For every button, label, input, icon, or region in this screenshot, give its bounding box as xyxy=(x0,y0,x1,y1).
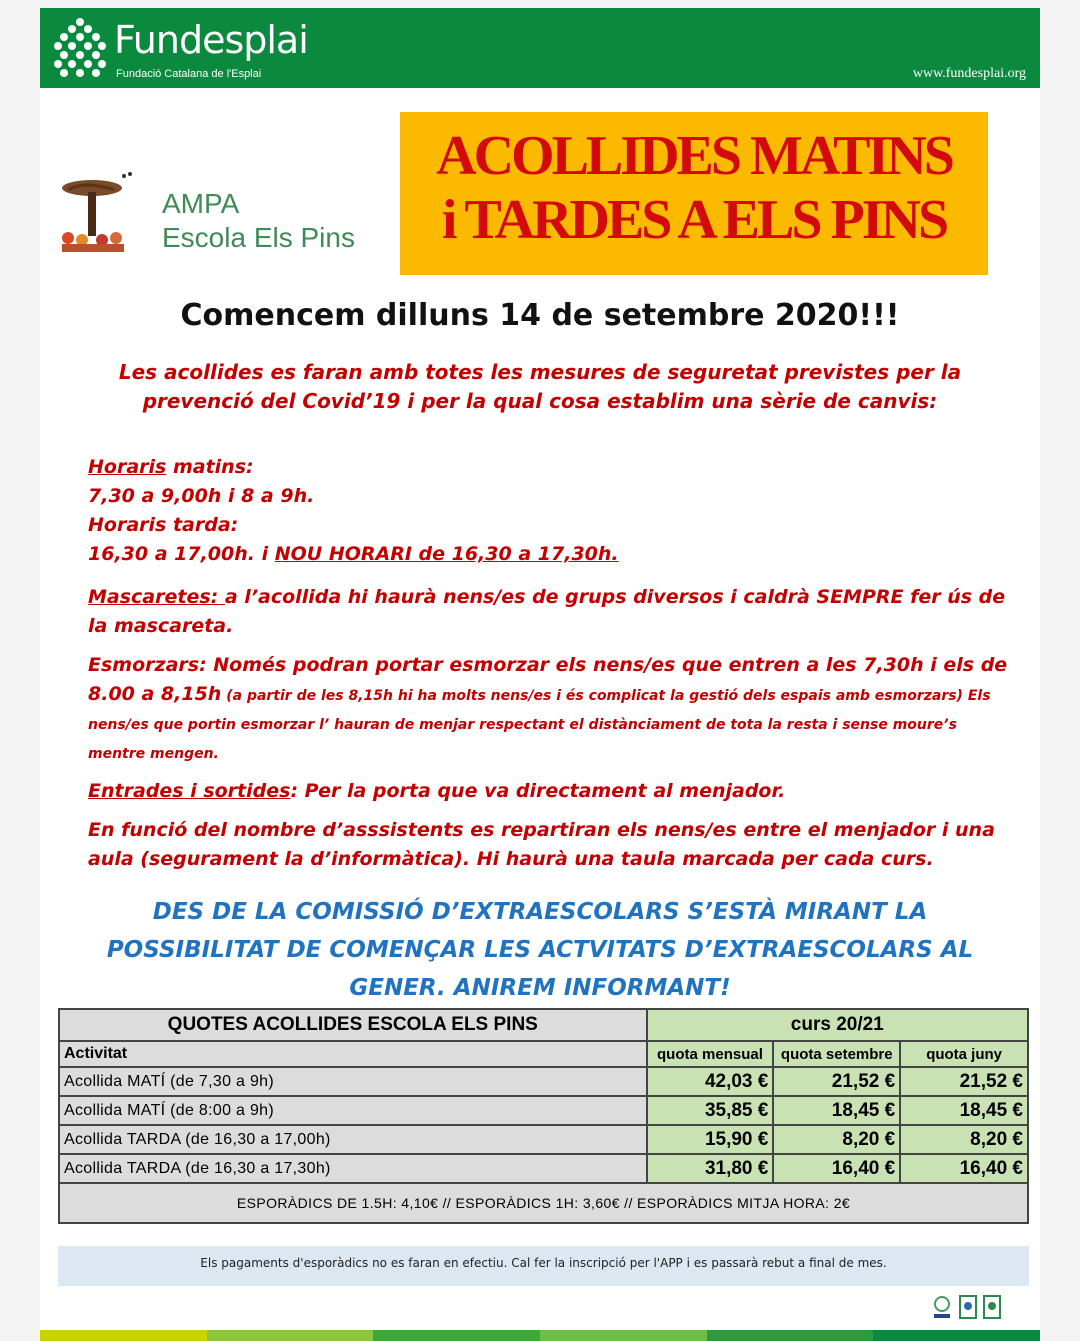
title-banner xyxy=(400,112,988,275)
morning-schedule-heading xyxy=(88,453,1008,482)
entrances-text: : Per la porta que va directament al menjador. xyxy=(290,780,786,802)
certification-badges-icon xyxy=(928,1292,1008,1324)
activity-name: Acollida MATÍ (de 7,30 a 9h) xyxy=(59,1067,647,1096)
strip-segment xyxy=(873,1330,1040,1341)
banner-line-2: i TARDES A ELS PINS xyxy=(441,189,947,251)
website-link[interactable]: www.fundesplai.org xyxy=(912,66,1026,81)
table-row xyxy=(59,1067,1028,1096)
afternoon-times-text: 16,30 a 17,00h. i xyxy=(88,543,275,565)
table-row xyxy=(59,1096,1028,1125)
september-fee: 16,40 € xyxy=(773,1154,900,1183)
start-date-headline: Comencem dilluns 14 de setembre 2020!!! xyxy=(180,298,900,333)
fundesplai-tree-logo-icon xyxy=(50,14,110,84)
brand-name: Fundesplai xyxy=(114,18,308,62)
june-fee: 18,45 € xyxy=(900,1096,1028,1125)
table-row xyxy=(59,1125,1028,1154)
sporadic-row xyxy=(59,1183,1028,1223)
monthly-fee: 15,90 € xyxy=(647,1125,774,1154)
june-column-header: quota juny xyxy=(900,1041,1028,1067)
june-fee: 8,20 € xyxy=(900,1125,1028,1154)
fees-title-row xyxy=(59,1009,1028,1041)
footer-color-strip xyxy=(40,1330,1040,1341)
distribution-paragraph: En funció del nombre d’asssistents es repartiran els nens/es entre el menjador i una aula (segurament la d’informàtica). Hi haurà una taula marcada per cada curs. xyxy=(88,819,995,870)
strip-segment xyxy=(707,1330,874,1341)
extracurricular-note: DES DE LA COMISSIÓ D’EXTRAESCOLARS S’ESTÀ MIRANT LA POSSIBILITAT DE COMENÇAR LES ACTVITATS D’EXTRAESCOLARS AL GENER. ANIREM INFORMANT! xyxy=(106,899,974,1001)
info-section xyxy=(88,453,1008,884)
fees-table-title: QUOTES ACOLLIDES ESCOLA ELS PINS xyxy=(59,1009,647,1041)
schedule-morning-label: matins: xyxy=(166,456,254,478)
september-fee: 21,52 € xyxy=(773,1067,900,1096)
table-row xyxy=(59,1154,1028,1183)
june-fee: 16,40 € xyxy=(900,1154,1028,1183)
activity-name: Acollida TARDA (de 16,30 a 17,00h) xyxy=(59,1125,647,1154)
sporadic-fees: ESPORÀDICS DE 1.5H: 4,10€ // ESPORÀDICS 1H: 3,60€ // ESPORÀDICS MITJA HORA: 2€ xyxy=(59,1183,1028,1223)
afternoon-times xyxy=(88,540,1008,569)
september-fee: 8,20 € xyxy=(773,1125,900,1154)
activity-column-header: Activitat xyxy=(59,1041,647,1067)
payments-note: Els pagaments d'esporàdics no es faran en efectiu. Cal fer la inscripció per l'APP i es passarà rebut a final de mes. xyxy=(58,1246,1029,1286)
brand-tagline: Fundació Catalana de l'Esplai xyxy=(116,68,262,80)
covid-intro: Les acollides es faran amb totes les mesures de seguretat previstes per la prevenció del Covid’19 i per la qual cosa establim una sèrie de canvis: xyxy=(118,360,962,413)
breakfast-main: Esmorzars: Només podran portar esmorzar els nens/es que entren a les 7,30h i els de 8.00 a 8,15h xyxy=(88,654,1008,705)
afternoon-schedule-heading: Horaris tarda: xyxy=(88,514,239,536)
ampa-logo xyxy=(54,168,384,268)
fundesplai-header xyxy=(40,8,1040,88)
ampa-title: AMPA xyxy=(162,188,240,219)
breakfast-paragraph xyxy=(88,651,1008,767)
strip-segment xyxy=(40,1330,207,1341)
monthly-fee: 31,80 € xyxy=(647,1154,774,1183)
september-fee: 18,45 € xyxy=(773,1096,900,1125)
morning-times: 7,30 a 9,00h i 8 a 9h. xyxy=(88,485,315,507)
september-column-header: quota setembre xyxy=(773,1041,900,1067)
june-fee: 21,52 € xyxy=(900,1067,1028,1096)
course-year: curs 20/21 xyxy=(647,1009,1028,1041)
entrances-paragraph xyxy=(88,777,1008,806)
activity-name: Acollida TARDA (de 16,30 a 17,30h) xyxy=(59,1154,647,1183)
flyer-page xyxy=(40,8,1040,1341)
masks-text: a l’acollida hi haurà nens/es de grups diversos i caldrà SEMPRE fer ús de la mascareta. xyxy=(88,586,1006,637)
fees-header-row xyxy=(59,1041,1028,1067)
strip-segment xyxy=(373,1330,540,1341)
breakfast-note: (a partir de les 8,15h hi ha molts nens/es i és complicat la gestió dels espais amb esmorzars) Els nens/es que portin esmorzar l’ hauran de menjar respectant el distànciament de tota la resta i sense moure’s mentre mengen. xyxy=(88,688,991,762)
new-schedule: NOU HORARI de 16,30 a 17,30h. xyxy=(274,543,619,565)
fees-table xyxy=(58,1008,1029,1224)
monthly-fee: 35,85 € xyxy=(647,1096,774,1125)
banner-line-1: ACOLLIDES MATINS xyxy=(436,125,952,187)
masks-label: Mascaretes: xyxy=(88,586,225,608)
monthly-column-header: quota mensual xyxy=(647,1041,774,1067)
schedule-label: Horaris xyxy=(88,456,167,478)
strip-segment xyxy=(540,1330,707,1341)
masks-paragraph xyxy=(88,583,1008,641)
activity-name: Acollida MATÍ (de 8:00 a 9h) xyxy=(59,1096,647,1125)
ampa-school-name: Escola Els Pins xyxy=(162,222,355,253)
monthly-fee: 42,03 € xyxy=(647,1067,774,1096)
ampa-tree-icon xyxy=(54,168,144,258)
strip-segment xyxy=(207,1330,374,1341)
entrances-label: Entrades i sortides xyxy=(88,780,291,802)
